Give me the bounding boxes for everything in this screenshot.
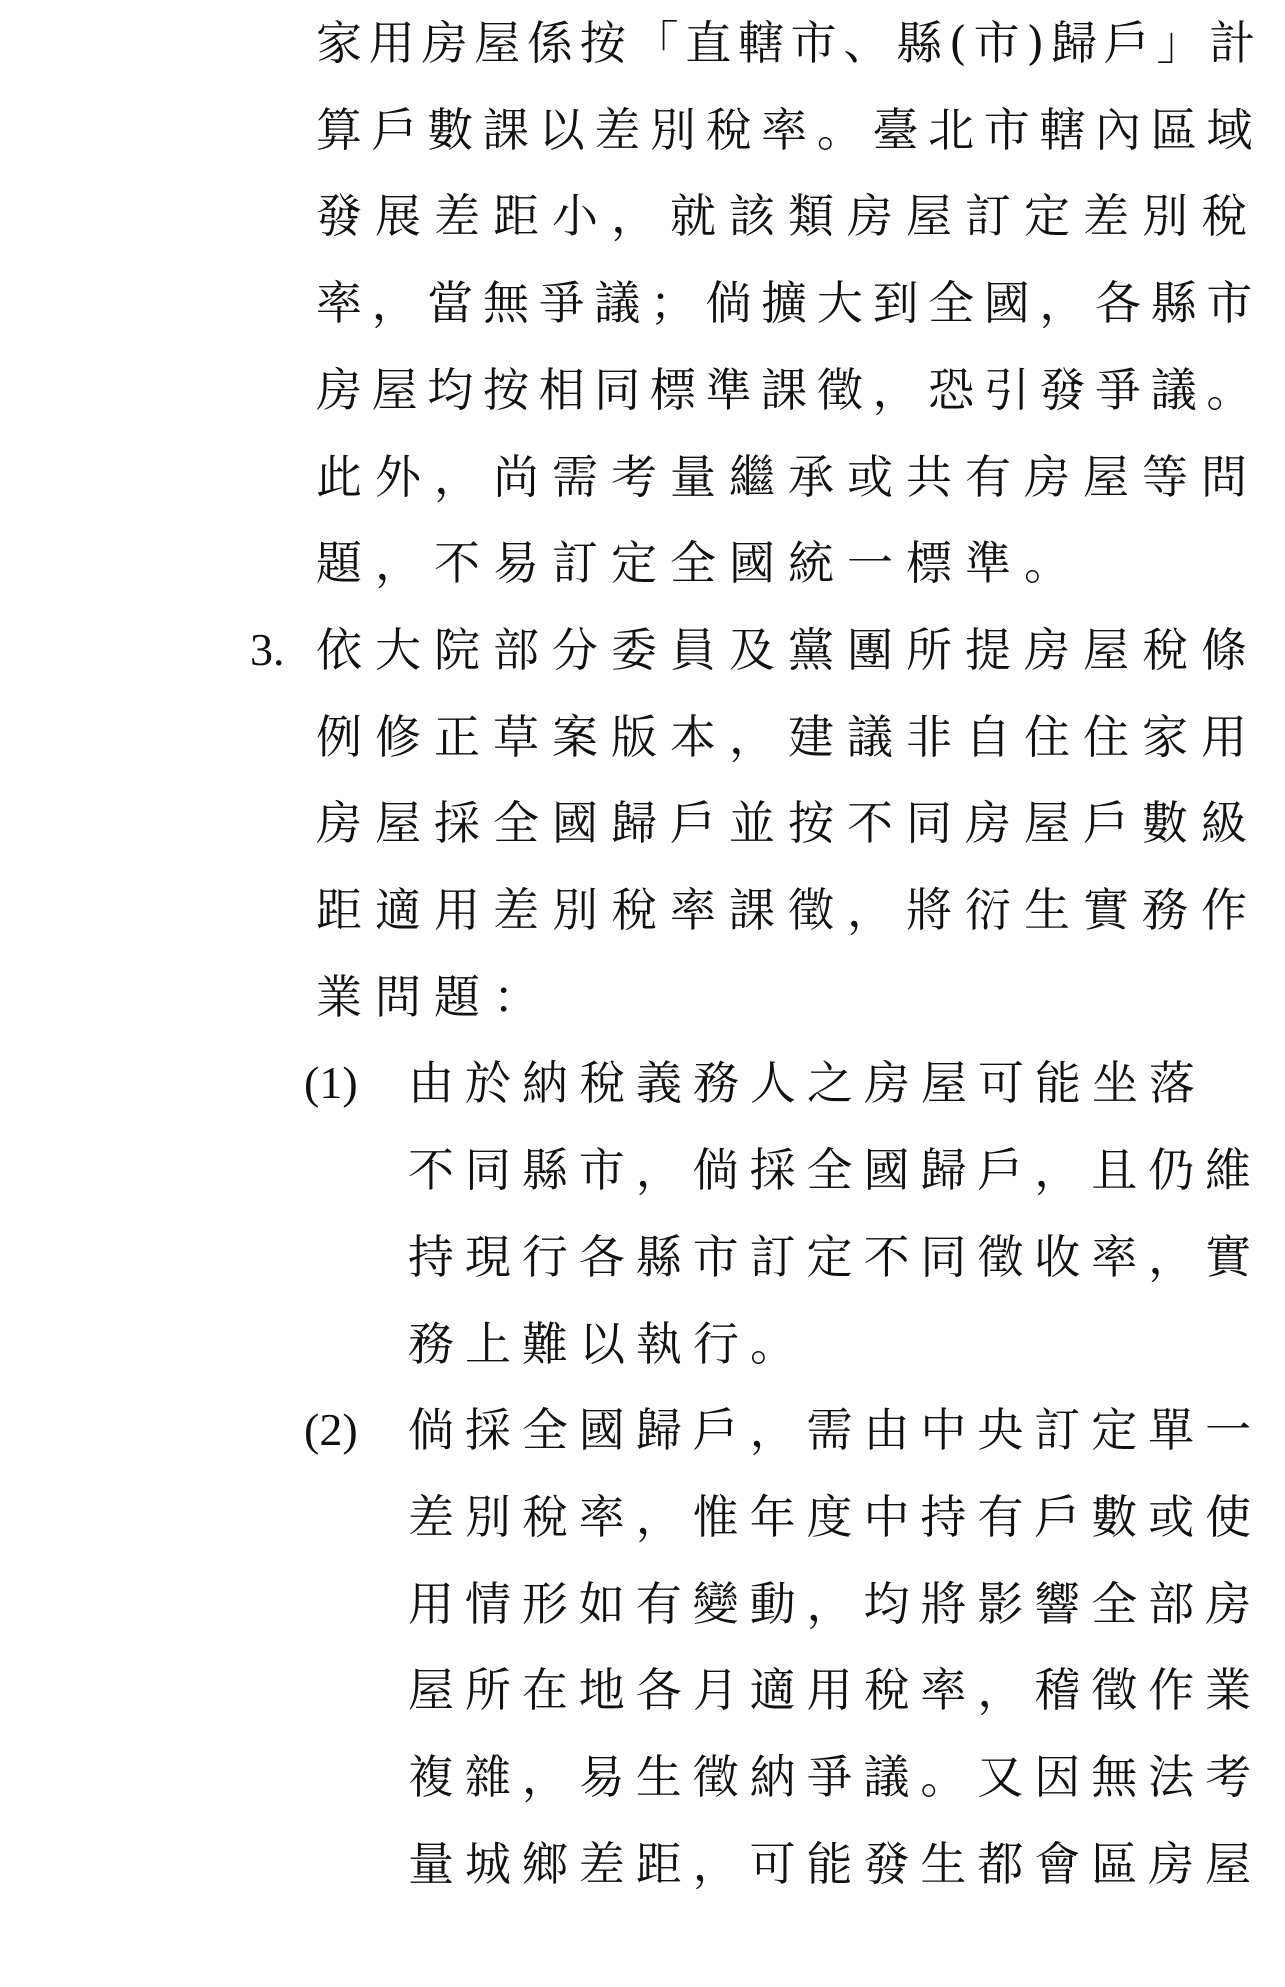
text-line: 算戶數課以差別稅率。臺北市轄內區域 <box>316 103 1262 157</box>
text-line: 倘採全國歸戶，需由中央訂定單一 <box>408 1403 1262 1457</box>
text-line: 依大院部分委員及黨團所提房屋稅條 <box>316 623 1260 677</box>
text-line: 不同縣市，倘採全國歸戶，且仍維 <box>408 1143 1262 1197</box>
text-line: 例修正草案版本，建議非自住住家用 <box>316 710 1260 764</box>
list-marker: 3. <box>250 624 285 675</box>
text-line: 由於納稅義務人之房屋可能坐落 <box>408 1056 1206 1110</box>
text-line: 發展差距小，就該類房屋訂定差別稅 <box>316 189 1260 243</box>
list-marker: (2) <box>304 1404 358 1455</box>
text-line: 用情形如有變動，均將影響全部房 <box>408 1577 1262 1631</box>
text-line: 差別稅率，惟年度中持有戶數或使 <box>408 1490 1262 1544</box>
text-line: 距適用差別稅率課徵，將衍生實務作 <box>316 883 1260 937</box>
text-line: 題，不易訂定全國統一標準。 <box>316 536 1083 590</box>
text-line: 房屋採全國歸戶並按不同房屋戶數級 <box>316 796 1260 850</box>
text-line: 率，當無爭議；倘擴大到全國，各縣市 <box>316 276 1262 330</box>
text-line: 複雜，易生徵納爭議。又因無法考 <box>408 1750 1262 1804</box>
text-line: 房屋均按相同標準課徵，恐引發爭議。 <box>316 363 1262 417</box>
text-line: 此外，尚需考量繼承或共有房屋等問 <box>316 450 1260 504</box>
text-line: 屋所在地各月適用稅率，稽徵作業 <box>408 1663 1262 1717</box>
text-line: 持現行各縣市訂定不同徵收率，實 <box>408 1230 1262 1284</box>
text-line: 家用房屋係按「直轄市、縣(市)歸戶」計 <box>316 16 1262 70</box>
text-line: 務上難以執行。 <box>408 1317 807 1371</box>
list-marker: (1) <box>304 1057 358 1108</box>
text-line: 業問題： <box>316 970 552 1024</box>
text-line: 量城鄉差距，可能發生都會區房屋 <box>408 1837 1262 1891</box>
